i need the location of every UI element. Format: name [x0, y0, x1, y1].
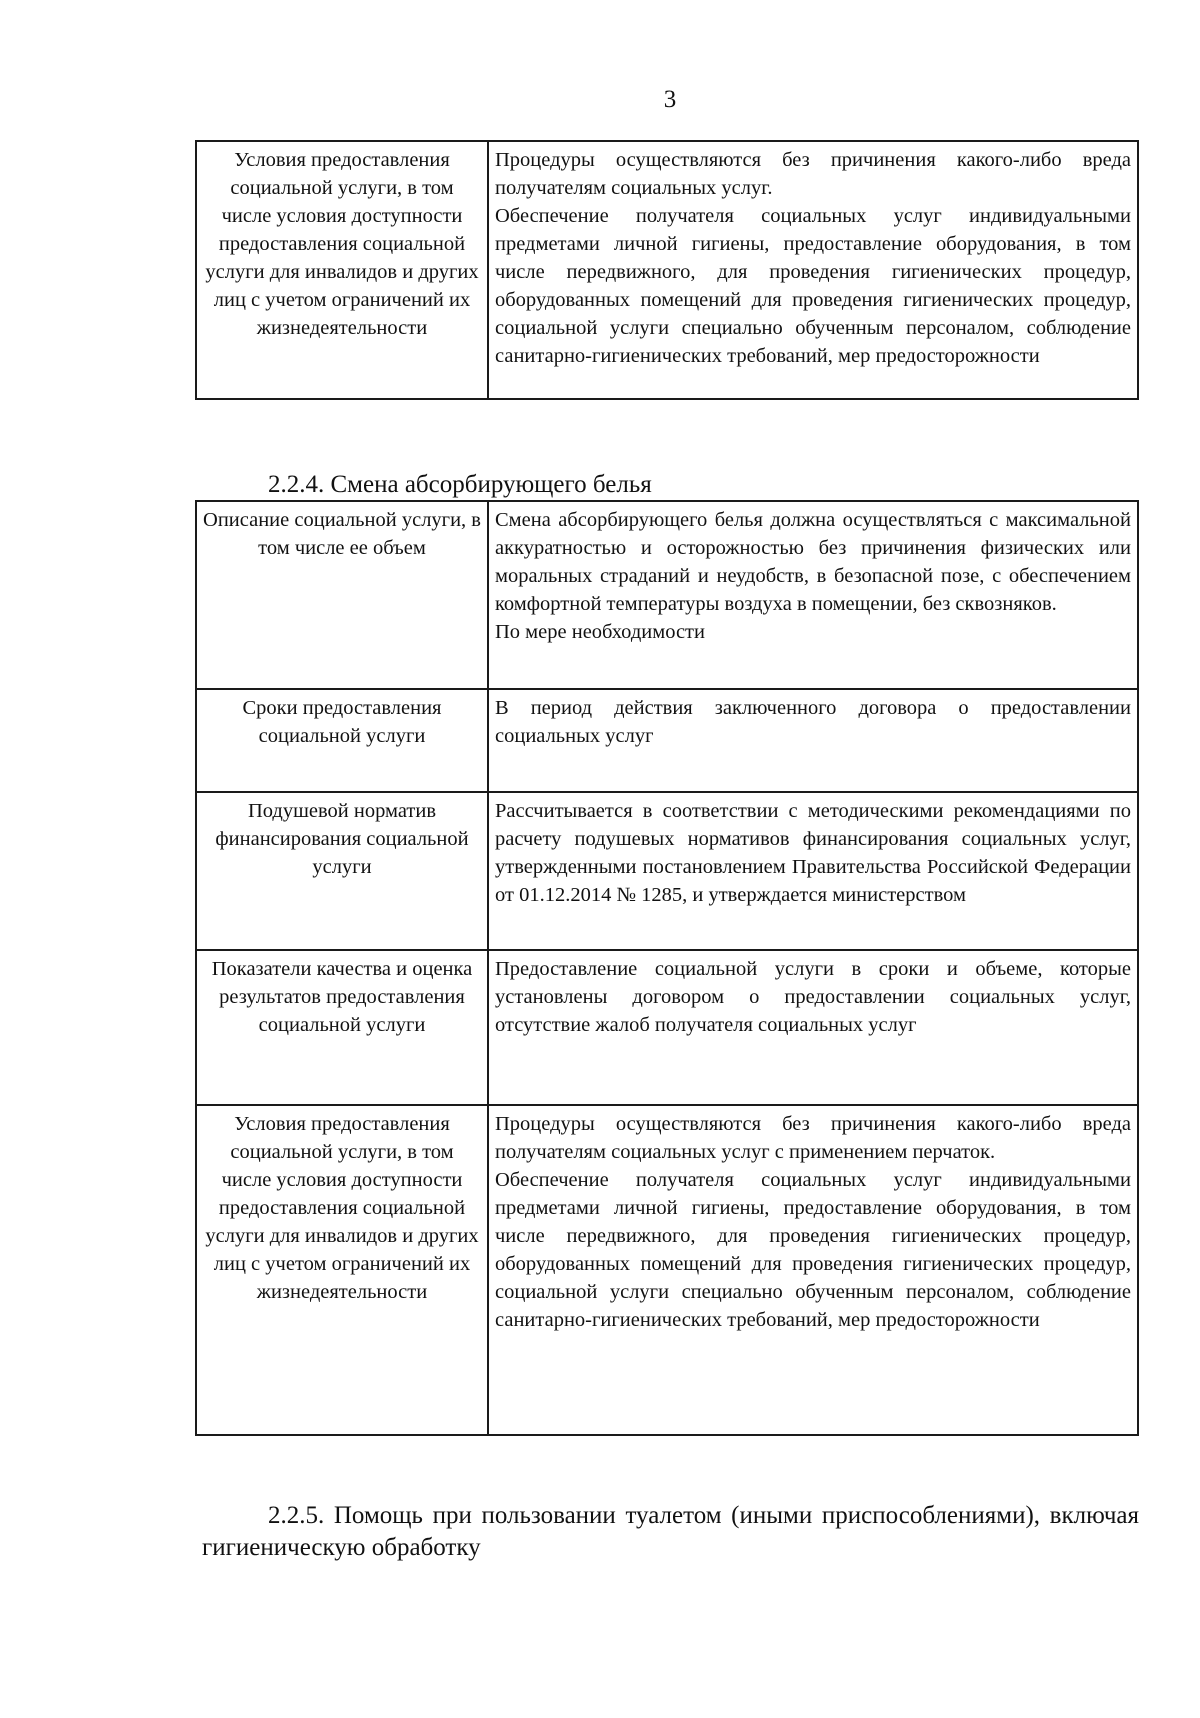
row-value-paragraph: Смена абсорбирующего белья должна осуществляться с максимальной аккуратностью и осторожностью без причинения физических или моральных страданий и неудобств, в безопасной позе, с обеспечением комфортной температуры воздуха в помещении, без сквозняков.: [495, 509, 1131, 615]
section-heading-2-2-4: 2.2.4. Смена абсорбирующего белья: [268, 471, 652, 498]
row-label: Подушевой норматив финансирования социальной услуги: [196, 792, 488, 950]
table-row: [196, 950, 1138, 1105]
table-row: [196, 689, 1138, 792]
table-row: [196, 1105, 1138, 1435]
row-value-paragraph: Обеспечение получателя социальных услуг индивидуальными предметами личной гигиены, предоставление оборудования, в том числе передвижного, для проведения гигиенических процедур, оборудованных помещений для проведения гигиенических процедур, социальной услуги специально обученным персоналом, соблюдение санитарно-гигиенических требований, мер предосторожности: [495, 1169, 1131, 1331]
row-value-paragraph: Процедуры осуществляются без причинения какого-либо вреда получателям социальных услуг с применением перчаток.: [495, 1113, 1131, 1163]
row-value-paragraph: Обеспечение получателя социальных услуг индивидуальными предметами личной гигиены, предоставление оборудования, в том числе передвижного, для проведения гигиенических процедур, оборудованных помещений для проведения гигиенических процедур, социальной услуги специально обученным персоналом, соблюдение санитарно-гигиенических требований, мер предосторожности: [495, 205, 1131, 367]
table-row: [196, 792, 1138, 950]
table-row: [196, 501, 1138, 689]
row-value: [488, 950, 1138, 1105]
row-value: [488, 501, 1138, 689]
row-label: Описание социальной услуги, в том числе ее объем: [196, 501, 488, 689]
row-value-paragraph: Предоставление социальной услуги в сроки и объеме, которые установлены договором о предоставлении социальных услуг, отсутствие жалоб получателя социальных услуг: [495, 958, 1131, 1036]
row-label: Условия предоставления социальной услуги, в том числе условия доступности предоставления социальной услуги для инвалидов и других лиц с учетом ограничений их жизнедеятельности: [196, 141, 488, 399]
row-value: [488, 1105, 1138, 1435]
row-label: Условия предоставления социальной услуги, в том числе условия доступности предоставления социальной услуги для инвалидов и других лиц с учетом ограничений их жизнедеятельности: [196, 1105, 488, 1435]
row-value-paragraph: Рассчитывается в соответствии с методическими рекомендациями по расчету подушевых нормативов финансирования социальных услуг, утвержденными постановлением Правительства Российской Федерации от 01.12.2014 № 1285, и утверждается министерством: [495, 800, 1131, 906]
row-label: Сроки предоставления социальной услуги: [196, 689, 488, 792]
row-value: [488, 141, 1138, 399]
page-number: 3: [663, 86, 677, 113]
service-2-2-4-table: [195, 500, 1139, 1436]
row-value-paragraph: В период действия заключенного договора о предоставлении социальных услуг: [495, 697, 1131, 747]
conditions-table-continued: [195, 140, 1139, 400]
row-value-paragraph: Процедуры осуществляются без причинения какого-либо вреда получателям социальных услуг.: [495, 149, 1131, 199]
row-value: [488, 792, 1138, 950]
row-value-paragraph: По мере необходимости: [495, 621, 705, 643]
row-value: [488, 689, 1138, 792]
table-row: [196, 141, 1138, 399]
section-heading-2-2-5: 2.2.5. Помощь при пользовании туалетом (иными приспособлениями), включая гигиеническую обработку: [202, 1502, 1139, 1561]
row-label: Показатели качества и оценка результатов предоставления социальной услуги: [196, 950, 488, 1105]
